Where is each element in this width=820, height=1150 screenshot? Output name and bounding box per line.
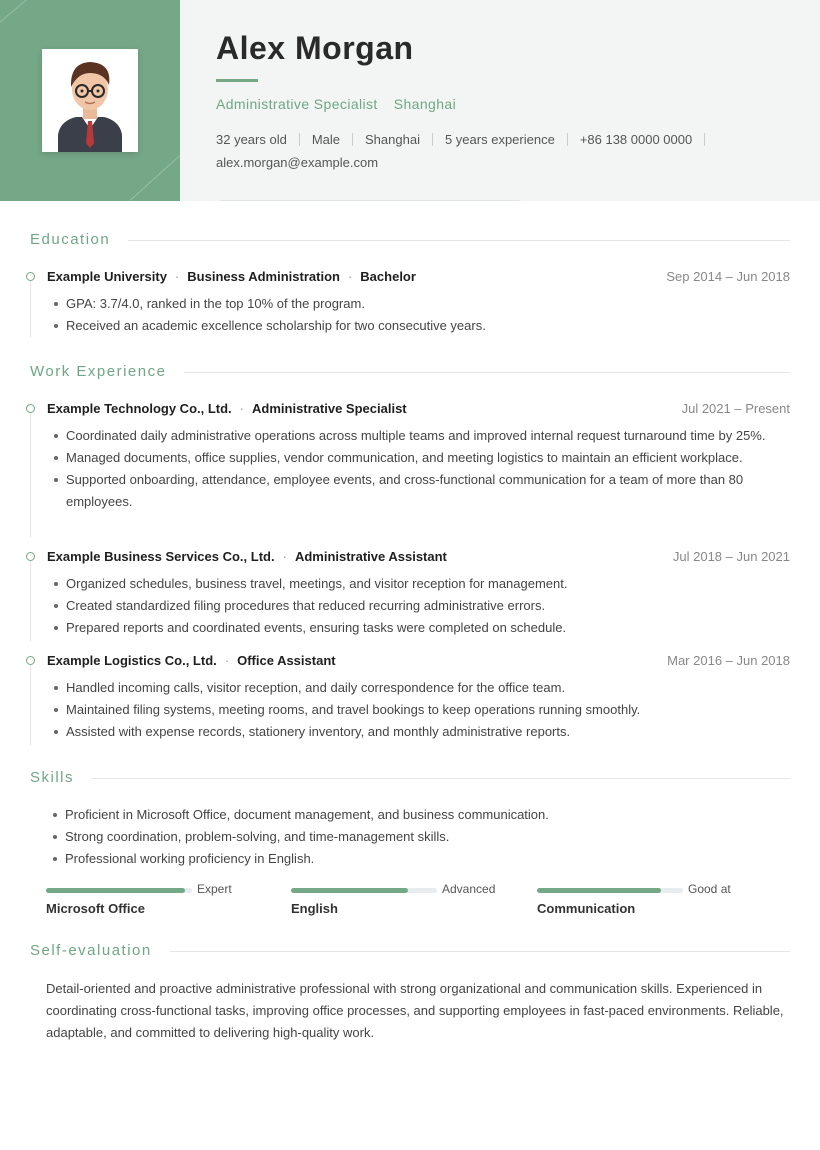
timeline-line: [30, 281, 31, 337]
school-name: Example University: [47, 269, 167, 284]
separator: [704, 133, 705, 146]
separator: [299, 133, 300, 146]
education-date: Sep 2014 – Jun 2018: [666, 269, 790, 284]
job-entry-heading: Example Business Services Co., Ltd. · Administrative Assistant: [47, 549, 447, 564]
list-item: Supported onboarding, attendance, employee events, and cross-functional communication for a team of more than 80 employees.: [52, 469, 790, 513]
job-intention: [216, 96, 456, 112]
profile-photo: [42, 49, 138, 152]
job-role: Administrative Assistant: [294, 549, 447, 564]
skill-fill: [46, 888, 185, 893]
list-item: Managed documents, office supplies, vendor communication, and meeting logistics to maintain an efficient workplace.: [52, 447, 790, 469]
decorative-line: [0, 0, 82, 31]
name-underline: [216, 79, 258, 82]
separator: [352, 133, 353, 146]
info-email: alex.morgan@example.com: [216, 155, 379, 170]
list-item: Professional working proficiency in English.: [51, 848, 791, 870]
separator: [567, 133, 568, 146]
info-phone: +86 138 0000 0000: [579, 132, 693, 147]
separator: [432, 133, 433, 146]
job-bullets: [52, 425, 790, 513]
job-role: Administrative Specialist: [252, 401, 407, 416]
info-gender: Male: [311, 132, 341, 147]
job-title: Administrative Specialist: [216, 96, 378, 112]
list-item: Maintained filing systems, meeting rooms, and travel bookings to keep operations running smoothly.: [52, 699, 792, 721]
skill-level: Advanced: [442, 882, 496, 896]
list-item: Organized schedules, business travel, meetings, and visitor reception for management.: [52, 573, 792, 595]
section-rule: [30, 240, 790, 241]
skill-level: Good at: [688, 882, 731, 896]
skill-fill: [291, 888, 408, 893]
candidate-name: Alex Morgan: [216, 30, 414, 66]
timeline-dot: [26, 404, 35, 413]
skill-level: Expert: [197, 882, 232, 896]
list-item: Prepared reports and coordinated events, ensuring tasks were completed on schedule.: [52, 617, 792, 639]
education-entry-heading: Example University · Business Administration · Bachelor: [47, 269, 416, 284]
list-item: Received an academic excellence scholarship for two consecutive years.: [52, 315, 792, 337]
decorative-line: [130, 147, 180, 201]
job-bullets: [52, 677, 792, 743]
job-entry-heading: Example Logistics Co., Ltd. · Office Assistant: [47, 653, 336, 668]
header-accent-panel: [0, 0, 180, 201]
job-entry-heading: Example Technology Co., Ltd. · Administrative Specialist: [47, 401, 407, 416]
job-date: Jul 2021 – Present: [681, 401, 790, 416]
list-item: Coordinated daily administrative operations across multiple teams and improved internal request turnaround time by 25%.: [52, 425, 790, 447]
major: Business Administration: [187, 269, 340, 284]
list-item: Created standardized filing procedures that reduced recurring administrative errors.: [52, 595, 792, 617]
info-age: 32 years old: [216, 132, 287, 147]
timeline-line: [30, 665, 31, 745]
list-item: Proficient in Microsoft Office, document management, and business communication.: [51, 804, 791, 826]
info-city: Shanghai: [365, 132, 420, 147]
resume-header: [0, 0, 820, 201]
section-rule: [30, 778, 790, 779]
job-city: Shanghai: [393, 96, 457, 112]
timeline-dot: [26, 552, 35, 561]
skill-name: Microsoft Office: [46, 901, 145, 916]
company-name: Example Technology Co., Ltd.: [47, 401, 232, 416]
list-item: Strong coordination, problem-solving, and time-management skills.: [51, 826, 791, 848]
header-divider: [220, 200, 520, 201]
skill-track: [291, 888, 437, 893]
skill-name: English: [291, 901, 338, 916]
list-item: Handled incoming calls, visitor reception, and daily correspondence for the office team.: [52, 677, 792, 699]
section-title-skills: Skills: [30, 769, 92, 786]
company-name: Example Business Services Co., Ltd.: [47, 549, 275, 564]
skill-track: [537, 888, 683, 893]
company-name: Example Logistics Co., Ltd.: [47, 653, 217, 668]
timeline-line: [30, 413, 31, 537]
timeline-dot: [26, 656, 35, 665]
info-experience: 5 years experience: [444, 132, 555, 147]
section-title-education: Education: [30, 231, 128, 248]
timeline-line: [30, 561, 31, 641]
job-role: Office Assistant: [237, 653, 336, 668]
section-title-work: Work Experience: [30, 363, 184, 380]
job-date: Mar 2016 – Jun 2018: [667, 653, 790, 668]
self-evaluation-text: Detail-oriented and proactive administrative professional with strong organizational and communication skills. Experienced in coordinating cross-functional tasks, improving office processes, and supporting employees in fast-paced environments. Reliable, adaptable, and committed to delivering high-quality work.: [46, 981, 784, 1040]
education-bullets: [52, 293, 792, 337]
skill-name: Communication: [537, 901, 636, 916]
job-bullets: [52, 573, 792, 639]
skill-track: [46, 888, 192, 893]
job-date: Jul 2018 – Jun 2021: [672, 549, 790, 564]
skill-fill: [537, 888, 661, 893]
avatar-icon: [42, 49, 138, 152]
list-item: GPA: 3.7/4.0, ranked in the top 10% of the program.: [52, 293, 792, 315]
basic-info: [216, 132, 717, 147]
timeline-dot: [26, 272, 35, 281]
list-item: Assisted with expense records, stationery inventory, and monthly administrative reports.: [52, 721, 792, 743]
skills-bullets: [51, 804, 791, 870]
degree: Bachelor: [360, 269, 416, 284]
section-title-self-evaluation: Self-evaluation: [30, 942, 170, 959]
